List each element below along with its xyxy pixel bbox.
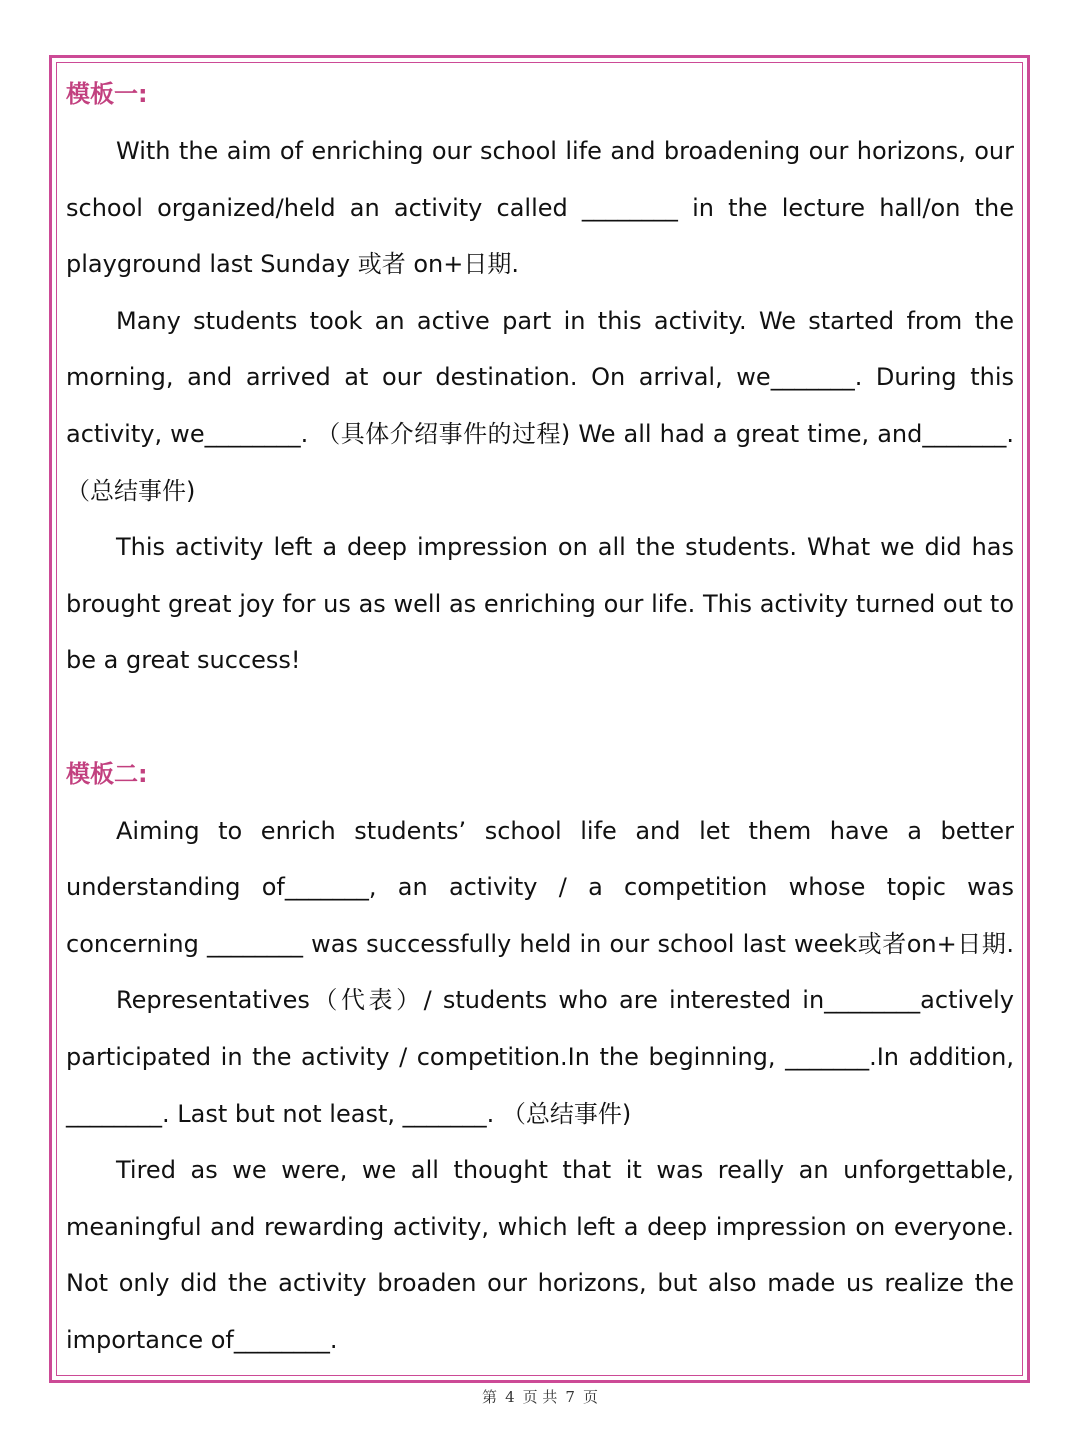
text-line: be a great success! <box>66 646 301 675</box>
footer-total-pages: 7 <box>565 1388 575 1406</box>
text-line: playground last Sunday 或者 on+日期. <box>66 250 519 279</box>
text-line: Tired as we were, we all thought that it was really an unforgettable, <box>116 1156 1014 1185</box>
template-2-heading: 模板二: <box>66 759 148 788</box>
template-2-section <box>66 746 1014 1369</box>
text-line: （总结事件) <box>66 476 196 505</box>
text-line: concerning ________ was successfully held in our school last week或者on+日期. <box>66 929 1014 958</box>
footer-label-of: 页 共 <box>522 1388 558 1406</box>
text-line: Representatives（代表）/ students who are interested in________actively <box>116 986 1014 1015</box>
page-number-footer <box>0 1384 1080 1410</box>
template-2-paragraph-3 <box>66 1142 1014 1368</box>
template-1-paragraph-3 <box>66 519 1014 689</box>
text-line: activity, we________. （具体介绍事件的过程) We all had a great time, and_______. <box>66 419 1014 448</box>
text-line: With the aim of enriching our school life and broadening our horizons, our <box>116 137 1014 165</box>
template-1-paragraph-1 <box>66 123 1014 293</box>
section-spacer <box>66 689 1014 746</box>
text-line: Not only did the activity broaden our horizons, but also made us realize the <box>66 1269 1014 1298</box>
document-body <box>66 66 1014 1368</box>
text-line: school organized/held an activity called ________ in the lecture hall/on the <box>66 193 1014 222</box>
text-line: participated in the activity / competition.In the beginning, _______.In addition, <box>66 1042 1014 1071</box>
footer-label-page: 第 <box>482 1388 498 1406</box>
text-line: Aiming to enrich students’ school life and let them have a better <box>116 816 1014 845</box>
text-line: meaningful and rewarding activity, which left a deep impression on everyone. <box>66 1212 1014 1241</box>
text-line: This activity left a deep impression on all the students. What we did has <box>116 533 1014 562</box>
text-line: morning, and arrived at our destination. On arrival, we_______. During this <box>66 363 1014 392</box>
text-line: understanding of_______, an activity / a competition whose topic was <box>66 873 1014 902</box>
footer-label-end: 页 <box>582 1388 598 1406</box>
template-1-heading: 模板一: <box>66 80 148 108</box>
text-line: ________. Last but not least, _______. （总结事件) <box>66 1099 632 1128</box>
text-line: importance of________. <box>66 1325 338 1354</box>
text-line: Many students took an active part in this activity. We started from the <box>116 306 1014 335</box>
text-line: brought great joy for us as well as enriching our life. This activity turned out to <box>66 589 1014 618</box>
template-1-section <box>66 66 1014 689</box>
template-1-paragraph-2 <box>66 293 1014 519</box>
footer-current-page: 4 <box>505 1388 515 1406</box>
template-2-paragraph-1 <box>66 803 1014 973</box>
template-2-paragraph-2 <box>66 972 1014 1142</box>
